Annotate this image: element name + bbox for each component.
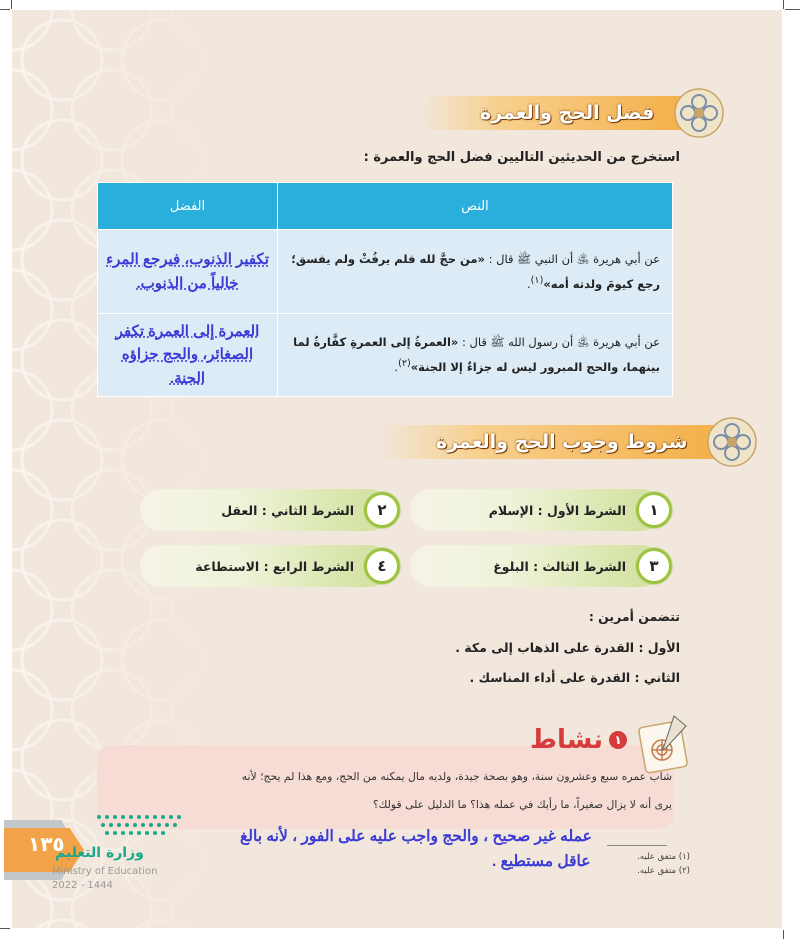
- section-header-virtue: [420, 88, 724, 138]
- column-header-text: النص: [278, 183, 673, 230]
- section-title: فضل الحج والعمرة: [480, 102, 655, 124]
- crop-mark: [11, 0, 12, 9]
- section-title-bar: [376, 425, 715, 459]
- condition-text: الشرط الثالث : البلوغ: [493, 558, 626, 574]
- activity-question-line1: شاب عمره سبع وعشرون سنة، وهو بصحة جيدة، ولديه مال يمكنه من الحج، ومع هذا لم يحج؛ لأنه: [241, 770, 672, 783]
- rosette-icon: [674, 88, 724, 138]
- section-header-conditions: [376, 417, 757, 467]
- capability-second: الثاني : القدرة على أداء المناسك .: [469, 670, 680, 685]
- condition-1: [410, 489, 662, 531]
- condition-text: الشرط الأول : الإسلام: [488, 502, 626, 518]
- rosette-icon: [707, 417, 757, 467]
- condition-number: ٣: [636, 548, 672, 584]
- condition-number: ٤: [364, 548, 400, 584]
- condition-2: [140, 489, 390, 531]
- condition-number: ٢: [364, 492, 400, 528]
- footnote-ref: (٢): [398, 358, 411, 370]
- crop-mark: [0, 928, 10, 929]
- capability-first: الأول : القدرة على الذهاب إلى مكة .: [455, 640, 680, 655]
- condition-number: ١: [636, 492, 672, 528]
- activity-answer-line1[interactable]: عمله غير صحيح ، والحج واجب عليه على الفور ، لأنه بالغ: [240, 828, 592, 845]
- capability-intro: تتضمن أمرين :: [588, 609, 680, 624]
- footnotes: [610, 850, 690, 879]
- activity-icon: [636, 712, 692, 776]
- activity-question-line2: يرى أنه لا يزال صغيراً، ما رأيك في عمله هذا؟ ما الدليل على قولك؟: [372, 798, 672, 811]
- table-row: [98, 314, 673, 397]
- crop-mark: [783, 0, 784, 9]
- condition-text: الشرط الرابع : الاستطاعة: [195, 558, 354, 574]
- activity-title: [530, 725, 627, 755]
- section-title: شروط وجوب الحج والعمرة: [436, 431, 688, 453]
- narration: عن أبي هريرة ﵁ أن رسول الله ﷺ قال :: [462, 335, 660, 350]
- hadith-cell: عن أبي هريرة ﵁ أن النبي ﷺ قال : «من حجَّ لله فلم يرفُثْ ولم يفسق؛ رجع كيومَ ولدته أمه»$^{(١)}$.: [278, 230, 673, 314]
- activity-answer-line2[interactable]: عاقل مستطيع .: [492, 853, 591, 870]
- condition-3: [410, 545, 662, 587]
- answer-cell[interactable]: تكفير الذنوب، فيرجع المرء خالياً من الذنوب.: [98, 230, 278, 314]
- section-title-bar: [420, 96, 682, 130]
- year-label: 2022 - 1444: [52, 880, 113, 891]
- condition-text: الشرط الثاني : العقل: [221, 502, 354, 518]
- crop-mark: [0, 9, 10, 10]
- activity-number: ١: [609, 731, 627, 749]
- ministry-logo-dots: [95, 813, 187, 843]
- hadith-table: [97, 182, 673, 397]
- footnote-2: (٢) متفق عليه.: [637, 866, 690, 877]
- page-number: ١٣٥: [28, 832, 65, 856]
- crop-mark: [783, 930, 784, 939]
- ministry-name-en: Ministry of Education: [52, 866, 158, 877]
- ministry-name: وزارة التعليم: [55, 845, 144, 861]
- column-header-virtue: الفضل: [98, 183, 278, 230]
- hadith-cell: عن أبي هريرة ﵁ أن رسول الله ﷺ قال : «العمرةُ إلى العمرةِ كفَّارةٌ لما بينهما، والحج المبرور ليس له جزاءٌ إلا الجنة»$^{(٢)}$.: [278, 314, 673, 397]
- footnote-1: (١) متفق عليه.: [637, 852, 690, 862]
- narration: عن أبي هريرة ﵁ أن النبي ﷺ قال :: [488, 251, 660, 266]
- table-row: [98, 230, 673, 314]
- footnote-divider: [607, 845, 667, 846]
- hadith-text: «العمرةُ إلى العمرةِ كفَّارةٌ لما بينهما، والحج المبرور ليس له جزاءٌ إلا الجنة»: [293, 335, 660, 375]
- answer-cell[interactable]: العمرة إلى العمرة تكفر الصغائر، والحج جزاؤه الجنة.: [98, 314, 278, 397]
- crop-mark: [785, 9, 800, 10]
- instruction-text: استخرج من الحديثين التاليين فضل الحج والعمرة :: [363, 150, 680, 165]
- hadith-text: «من حجَّ لله فلم يرفُثْ ولم يفسق؛ رجع كيومَ ولدته أمه»: [291, 251, 660, 291]
- footnote-ref: (١): [530, 275, 544, 287]
- condition-4: [140, 545, 390, 587]
- activity-label: نشاط: [530, 725, 603, 755]
